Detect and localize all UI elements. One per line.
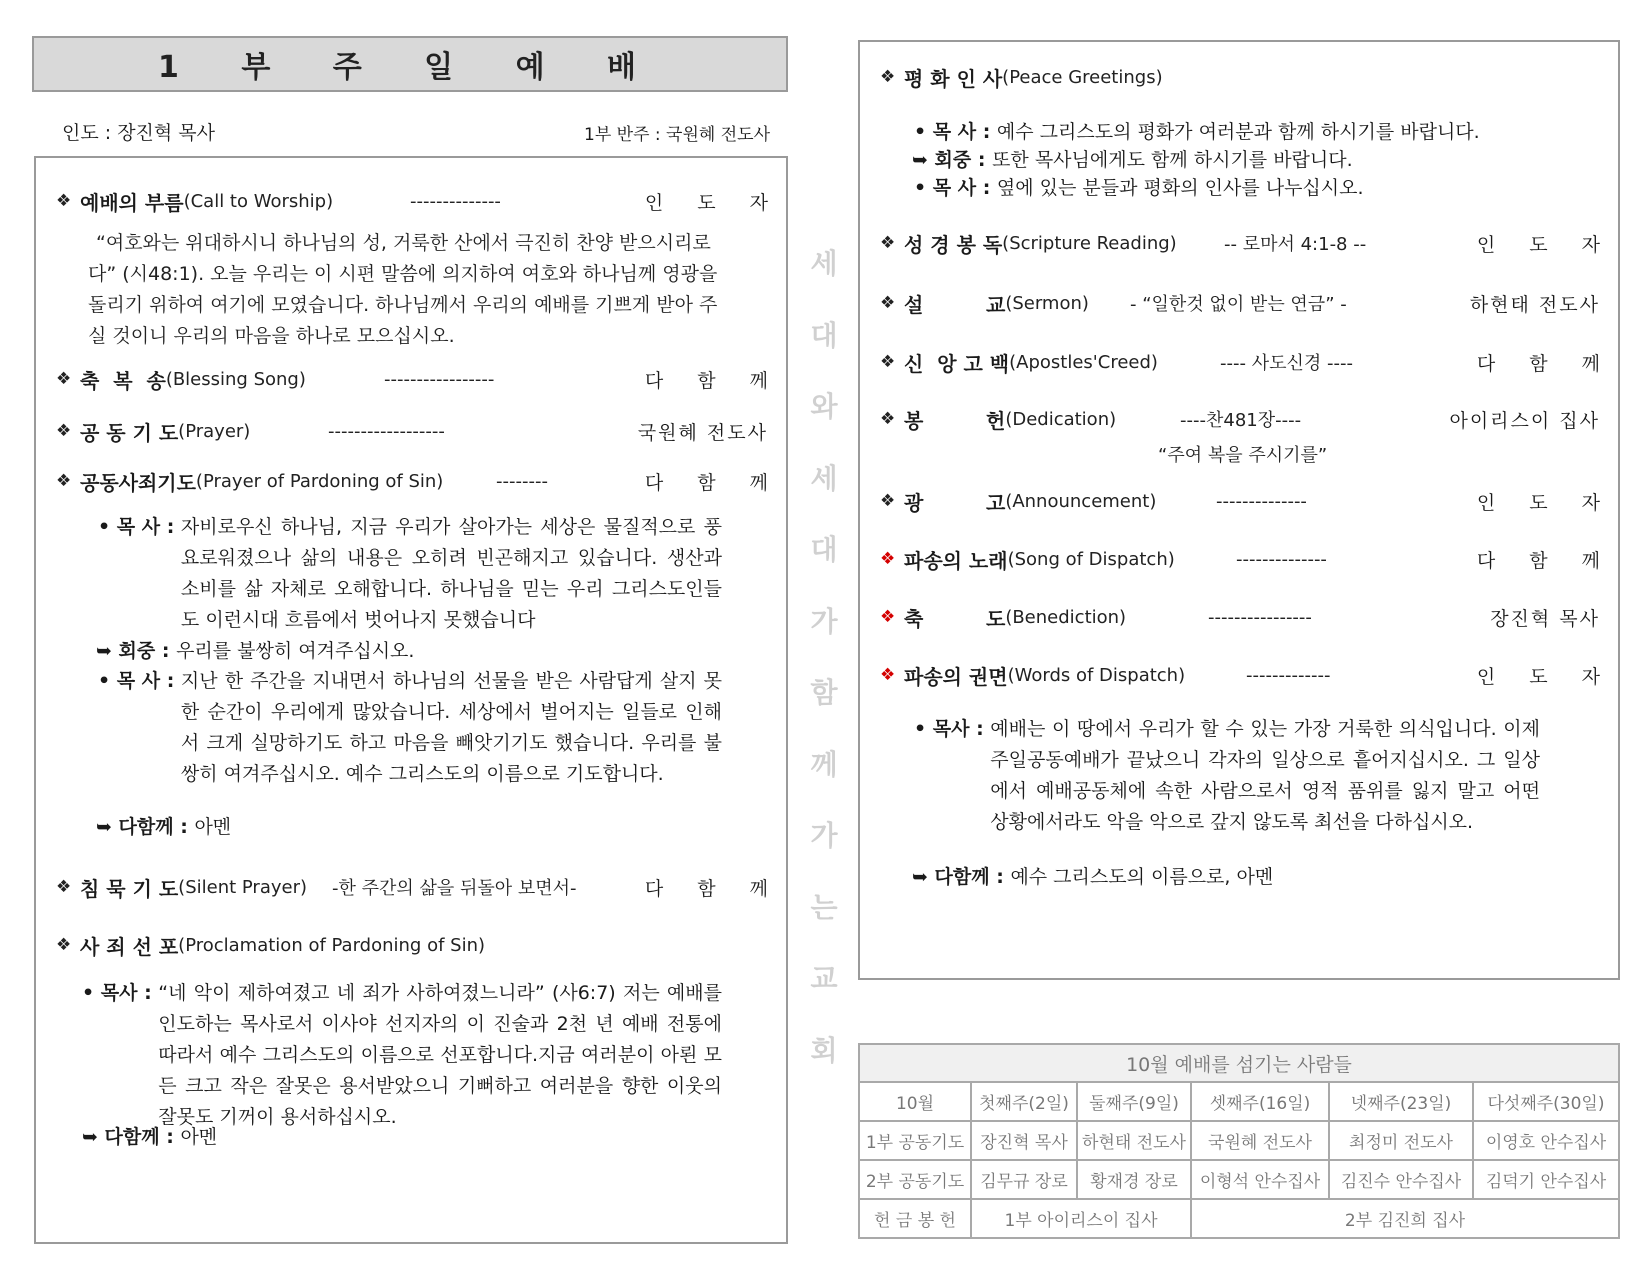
item-title: 봉 헌 bbox=[904, 408, 1006, 433]
item-leader: 인 도 자 bbox=[1476, 665, 1614, 688]
speaker-label: • 목 사 : bbox=[98, 670, 181, 692]
motto-char: 는 bbox=[810, 890, 838, 924]
item-benediction bbox=[880, 602, 1600, 632]
item-blessing-song bbox=[56, 364, 782, 394]
diamond-icon: ❖ bbox=[880, 233, 896, 253]
motto-char: 회 bbox=[810, 1033, 838, 1067]
item-english: (Sermon) bbox=[1005, 292, 1089, 314]
speaker-label: ➥ 다함께 : bbox=[82, 1126, 181, 1148]
offering-first-service: 1부 아이리스이 집사 bbox=[971, 1199, 1191, 1238]
motto-char: 께 bbox=[810, 747, 838, 781]
item-call-to-worship bbox=[56, 186, 782, 216]
diamond-icon: ❖ bbox=[56, 877, 72, 897]
item-leader: 다 함 께 bbox=[1476, 549, 1614, 572]
roster-cell: 국원혜 전도사 bbox=[1191, 1121, 1329, 1160]
roster-cell: 김진수 안수집사 bbox=[1329, 1160, 1473, 1199]
diamond-icon: ❖ bbox=[56, 471, 72, 491]
red-diamond-icon: ❖ bbox=[880, 549, 896, 569]
roster-cell: 2부 공동기도 bbox=[859, 1160, 971, 1199]
response-text: 옆에 있는 분들과 평화의 인사를 나누십시오. bbox=[996, 177, 1364, 199]
speaker-label: ➥ 다함께 : bbox=[912, 866, 1011, 888]
response-text: “네 악이 제하여졌고 네 죄가 사하여졌느니라” (사6:7) 저는 예배를 인도하는 목사로서 이사야 선지자의 이 진술과 2천 년 예배 전통에 따라서 예수 그리스도의 이름으로 선포합니다.지금 여러분이 아뢴 모든 크고 작은 잘못은 용서받았으니 기뻐하고 여러분을 향한 이웃의 잘못도 기꺼이 용서하십시오. bbox=[158, 982, 722, 1128]
peace-pastor-2 bbox=[914, 174, 1594, 202]
item-announcement bbox=[880, 486, 1614, 516]
item-separator: -------- bbox=[496, 470, 548, 492]
diamond-icon: ❖ bbox=[56, 935, 72, 955]
motto-char: 대 bbox=[810, 318, 838, 352]
roster-header-row bbox=[859, 1082, 1619, 1121]
speaker-label: • 목 사 : bbox=[914, 177, 997, 199]
roster-cell: 장진혁 목사 bbox=[971, 1121, 1077, 1160]
roster-caption: 10월 예배를 섬기는 사람들 bbox=[859, 1044, 1619, 1082]
roster-cell: 하현태 전도사 bbox=[1077, 1121, 1191, 1160]
pardon-pastor-2 bbox=[98, 666, 722, 790]
roster-header-cell: 셋째주(16일) bbox=[1191, 1082, 1329, 1121]
roster-offering-row bbox=[859, 1199, 1619, 1238]
motto-char: 대 bbox=[810, 533, 838, 566]
roster-header-cell: 다섯째주(30일) bbox=[1473, 1082, 1619, 1121]
response-text: 아멘 bbox=[194, 816, 232, 838]
item-title: 신 앙 고 백 bbox=[904, 351, 1010, 376]
motto-char: 와 bbox=[810, 390, 838, 423]
response-text: 우리를 불쌍히 여겨주십시오. bbox=[176, 640, 415, 662]
response-text: 예수 그리스도의 평화가 여러분과 함께 하시기를 바랍니다. bbox=[996, 121, 1480, 143]
offering-second-service: 2부 김진희 집사 bbox=[1191, 1199, 1619, 1238]
order-of-worship-part1 bbox=[34, 156, 788, 1244]
item-separator: -------------- bbox=[1236, 548, 1327, 570]
item-title: 파송의 노래 bbox=[904, 548, 1008, 573]
item-proclamation bbox=[56, 930, 768, 960]
item-title: 축 복 송 bbox=[80, 368, 166, 393]
proclamation-pastor bbox=[82, 978, 722, 1133]
item-leader: 다 함 께 bbox=[644, 877, 782, 900]
item-title: 예배의 부름 bbox=[80, 190, 184, 215]
item-separator: ---------------- bbox=[1208, 606, 1312, 628]
item-prayer bbox=[56, 416, 768, 446]
call-to-worship-text: “여호와는 위대하시니 하나님의 성, 거룩한 산에서 극진히 찬양 받으시리로다” (시48:1). 오늘 우리는 이 시편 말씀에 의지하여 여호와 하나님께 영광을 돌리기 위하여 여기에 모였습니다. 하나님께서 우리의 예배를 기쁘게 받아 주실 것이니 우리의 마음을 하나로 모으십시오. bbox=[88, 232, 718, 347]
roster-header-cell: 넷째주(23일) bbox=[1329, 1082, 1473, 1121]
item-leader: 다 함 께 bbox=[644, 471, 782, 494]
item-peace-greetings bbox=[880, 62, 1600, 92]
roster-cell: 이형석 안수집사 bbox=[1191, 1160, 1329, 1199]
response-text: 자비로우신 하나님, 지금 우리가 살아가는 세상은 물질적으로 풍요로워졌으나 삶의 내용은 오히려 빈곤해지고 있습니다. 생산과 소비를 삶 자체로 오해합니다. 하나님을 믿는 우리 그리스도인들도 이런시대 흐름에서 벗어나지 못했습니다 bbox=[180, 516, 722, 631]
peace-pastor-1 bbox=[914, 118, 1594, 146]
order-of-worship-part2 bbox=[858, 40, 1620, 980]
item-english: (Announcement) bbox=[1005, 490, 1157, 512]
roster-cell: 1부 공동기도 bbox=[859, 1121, 971, 1160]
item-separator: ------------- bbox=[1246, 664, 1331, 686]
item-leader: 장진혁 목사 bbox=[1490, 607, 1600, 630]
item-title: 공 동 기 도 bbox=[80, 420, 179, 445]
service-roster-table bbox=[858, 1043, 1620, 1239]
roster-caption-row bbox=[859, 1044, 1619, 1082]
page-title: 1 부 주 일 예 배 bbox=[32, 36, 788, 92]
motto-char: 함 bbox=[810, 676, 838, 709]
item-leader: 인 도 자 bbox=[1476, 491, 1614, 514]
item-english: (Silent Prayer) bbox=[178, 876, 308, 898]
response-text: 아멘 bbox=[180, 1126, 218, 1148]
proclamation-amen bbox=[82, 1122, 722, 1153]
item-english: (Peace Greetings) bbox=[1002, 66, 1163, 88]
speaker-label: • 목사 : bbox=[82, 982, 159, 1004]
offering-label: 헌 금 봉 헌 bbox=[859, 1199, 971, 1238]
item-apostles-creed bbox=[880, 347, 1614, 377]
response-text: 예수 그리스도의 이름으로, 아멘 bbox=[1010, 866, 1274, 888]
roster-cell: 최정미 전도사 bbox=[1329, 1121, 1473, 1160]
diamond-icon: ❖ bbox=[880, 67, 896, 87]
item-dedication bbox=[880, 404, 1600, 434]
item-pardon-prayer bbox=[56, 466, 782, 496]
item-title: 설 교 bbox=[904, 292, 1006, 317]
diamond-icon: ❖ bbox=[880, 491, 896, 511]
diamond-icon: ❖ bbox=[56, 191, 72, 211]
item-title: 평 화 인 사 bbox=[904, 66, 1003, 91]
response-text: 예배는 이 땅에서 우리가 할 수 있는 가장 거룩한 의식입니다. 이제 주일공동예배가 끝났으니 각자의 일상으로 흩어지십시오. 그 일상에서 예배공동체에 속한 사람으로서 영적 품위를 잃지 말고 어떤 상황에서라도 악을 악으로 갚지 않도록 최선을 다하십시오. bbox=[990, 718, 1540, 833]
peace-congregation bbox=[912, 146, 1592, 174]
item-english: (Proclamation of Pardoning of Sin) bbox=[178, 934, 486, 956]
dispatch-pastor bbox=[914, 714, 1540, 838]
motto-char: 세 bbox=[810, 461, 838, 495]
motto-char: 가 bbox=[810, 819, 838, 852]
motto-char: 가 bbox=[810, 604, 838, 638]
item-english: (Benediction) bbox=[1005, 606, 1127, 628]
item-title: 침 묵 기 도 bbox=[80, 876, 179, 901]
roster-row bbox=[859, 1160, 1619, 1199]
motto-char: 교 bbox=[810, 962, 838, 995]
item-leader: 다 함 께 bbox=[1476, 352, 1614, 375]
roster-cell: 황재경 장로 bbox=[1077, 1160, 1191, 1199]
diamond-icon: ❖ bbox=[880, 293, 896, 313]
item-title: 광 고 bbox=[904, 490, 1006, 515]
roster-cell: 김덕기 안수집사 bbox=[1473, 1160, 1619, 1199]
item-sermon bbox=[880, 288, 1600, 318]
item-separator: ----------------- bbox=[384, 368, 495, 390]
speaker-label: ➥ 다함께 : bbox=[96, 816, 195, 838]
diamond-icon: ❖ bbox=[56, 369, 72, 389]
speaker-label: • 목사 : bbox=[914, 718, 991, 740]
item-words-of-dispatch bbox=[880, 660, 1614, 690]
hymn-number: ----찬481장---- bbox=[1180, 410, 1302, 431]
roster-cell: 김무규 장로 bbox=[971, 1160, 1077, 1199]
sermon-title: - “일한것 없이 받는 연금” - bbox=[1130, 294, 1347, 315]
pardon-amen bbox=[96, 812, 720, 843]
leader-info: 인도 : 장진혁 목사 bbox=[62, 122, 215, 144]
item-leader: 하현태 전도사 bbox=[1469, 293, 1600, 316]
item-leader: 다 함 께 bbox=[644, 369, 782, 392]
response-text: 지난 한 주간을 지내면서 하나님의 선물을 받은 사람답게 살지 못한 순간이 우리에게 많았습니다. 세상에서 벌어지는 일들로 인해서 크게 실망하기도 하고 마음을 빼앗기기도 했습니다. 우리를 불쌍히 여겨주십시오. 예수 그리스도의 이름으로 기도합니다. bbox=[180, 670, 722, 785]
item-title: 사 죄 선 포 bbox=[80, 934, 179, 959]
item-title: 성 경 봉 독 bbox=[904, 232, 1003, 257]
church-motto bbox=[806, 244, 842, 1102]
item-scripture-reading bbox=[880, 228, 1614, 258]
item-silent-prayer bbox=[56, 872, 782, 902]
item-english: (Prayer) bbox=[178, 420, 251, 442]
item-english: (Blessing Song) bbox=[165, 368, 306, 390]
item-english: (Prayer of Pardoning of Sin) bbox=[195, 470, 444, 492]
red-diamond-icon: ❖ bbox=[880, 665, 896, 685]
roster-row bbox=[859, 1121, 1619, 1160]
speaker-label: ➥ 회중 : bbox=[912, 149, 993, 171]
roster-header-cell: 둘째주(9일) bbox=[1077, 1082, 1191, 1121]
pardon-congregation bbox=[96, 636, 720, 667]
roster-cell: 이영호 안수집사 bbox=[1473, 1121, 1619, 1160]
speaker-label: ➥ 회중 : bbox=[96, 640, 177, 662]
diamond-icon: ❖ bbox=[880, 352, 896, 372]
item-leader: 인 도 자 bbox=[644, 191, 782, 214]
response-text: 또한 목사님에게도 함께 하시기를 바랍니다. bbox=[992, 149, 1353, 171]
item-english: (Song of Dispatch) bbox=[1007, 548, 1175, 570]
item-english: (Dedication) bbox=[1005, 408, 1117, 430]
item-separator: -------------- bbox=[1216, 490, 1307, 512]
item-separator: ------------------ bbox=[328, 420, 445, 442]
diamond-icon: ❖ bbox=[56, 421, 72, 441]
item-separator: -- 로마서 4:1-8 -- bbox=[1224, 234, 1367, 255]
item-separator: -한 주간의 삶을 뒤돌아 보면서- bbox=[332, 878, 577, 899]
red-diamond-icon: ❖ bbox=[880, 607, 896, 627]
motto-char: 세 bbox=[810, 247, 838, 280]
item-song-of-dispatch bbox=[880, 544, 1614, 574]
roster-header-cell: 10월 bbox=[859, 1082, 971, 1121]
item-english: (Words of Dispatch) bbox=[1007, 664, 1186, 686]
item-leader: 아이리스이 집사 bbox=[1449, 409, 1600, 432]
item-leader: 인 도 자 bbox=[1476, 233, 1614, 256]
item-title: 축 도 bbox=[904, 606, 1006, 631]
dispatch-amen bbox=[912, 862, 1592, 893]
pardon-pastor-1 bbox=[98, 512, 722, 636]
item-english: (Apostles'Creed) bbox=[1009, 351, 1158, 373]
diamond-icon: ❖ bbox=[880, 409, 896, 429]
item-separator: ---- 사도신경 ---- bbox=[1220, 353, 1353, 374]
roster-header-cell: 첫째주(2일) bbox=[971, 1082, 1077, 1121]
item-title: 공동사죄기도 bbox=[80, 470, 196, 495]
speaker-label: • 목 사 : bbox=[914, 121, 997, 143]
hymn-title: “주여 복을 주시기를” bbox=[1158, 445, 1328, 466]
accompanist-info: 1부 반주 : 국원혜 전도사 bbox=[584, 125, 770, 145]
item-title: 파송의 권면 bbox=[904, 664, 1008, 689]
item-separator: -------------- bbox=[410, 190, 501, 212]
item-english: (Call to Worship) bbox=[183, 190, 334, 212]
item-english: (Scripture Reading) bbox=[1002, 232, 1177, 254]
item-leader: 국원혜 전도사 bbox=[637, 421, 768, 444]
speaker-label: • 목 사 : bbox=[98, 516, 181, 538]
